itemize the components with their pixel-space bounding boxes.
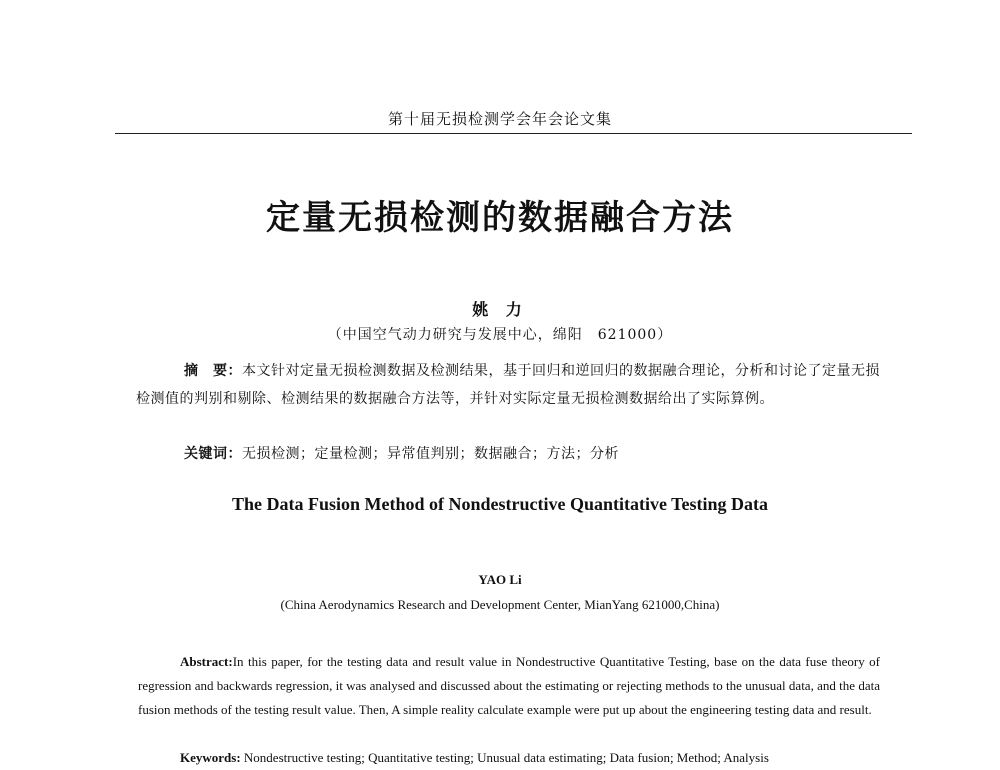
- abstract-en-text: In this paper, for the testing data and result value in Nondestructive Quantitative Testing, base on the data fuse theory of regression and backwards regression, it was analysed and discussed about the estimating or rejecting methods to the unusual data, and the data fusion methods of the testing result value. Then, A simple reality calculate example were put up about the engineering testing data and result.: [138, 654, 880, 717]
- affiliation-cn: （中国空气动力研究与发展中心，绵阳 621000）: [327, 327, 673, 343]
- keywords-en: [180, 746, 880, 770]
- paper-title-cn: 定量无损检测的数据融合方法: [266, 198, 734, 238]
- abstract-cn: [136, 357, 880, 413]
- keywords-en-text: Nondestructive testing; Quantitative testing; Unusual data estimating; Data fusion; Method; Analysis: [243, 750, 769, 765]
- abstract-cn-text: 本文针对定量无损检测数据及检测结果，基于回归和逆回归的数据融合理论，分析和讨论了定量无损检测值的判别和剔除、检测结果的数据融合方法等，并针对实际定量无损检测数据给出了实际算例。: [136, 363, 880, 407]
- affiliation-en: (China Aerodynamics Research and Development Center, MianYang 621000,China): [280, 597, 720, 612]
- keywords-cn: [184, 440, 884, 468]
- abstract-en: [138, 650, 880, 722]
- paper-title-en: The Data Fusion Method of Nondestructive Quantitative Testing Data: [231, 494, 768, 514]
- keywords-en-label: Keywords:: [180, 750, 241, 765]
- keywords-cn-text: 无损检测；定量检测；异常值判别；数据融合；方法；分析: [242, 446, 619, 462]
- header-rule: [115, 133, 912, 134]
- running-header: 第十届无损检测学会年会论文集: [387, 110, 612, 128]
- keywords-cn-label: 关键词：: [184, 446, 242, 462]
- author-en: YAO Li: [478, 572, 522, 587]
- abstract-en-label: Abstract:: [180, 654, 233, 669]
- abstract-cn-label: 摘 要：: [184, 363, 242, 379]
- author-cn: 姚 力: [472, 300, 528, 319]
